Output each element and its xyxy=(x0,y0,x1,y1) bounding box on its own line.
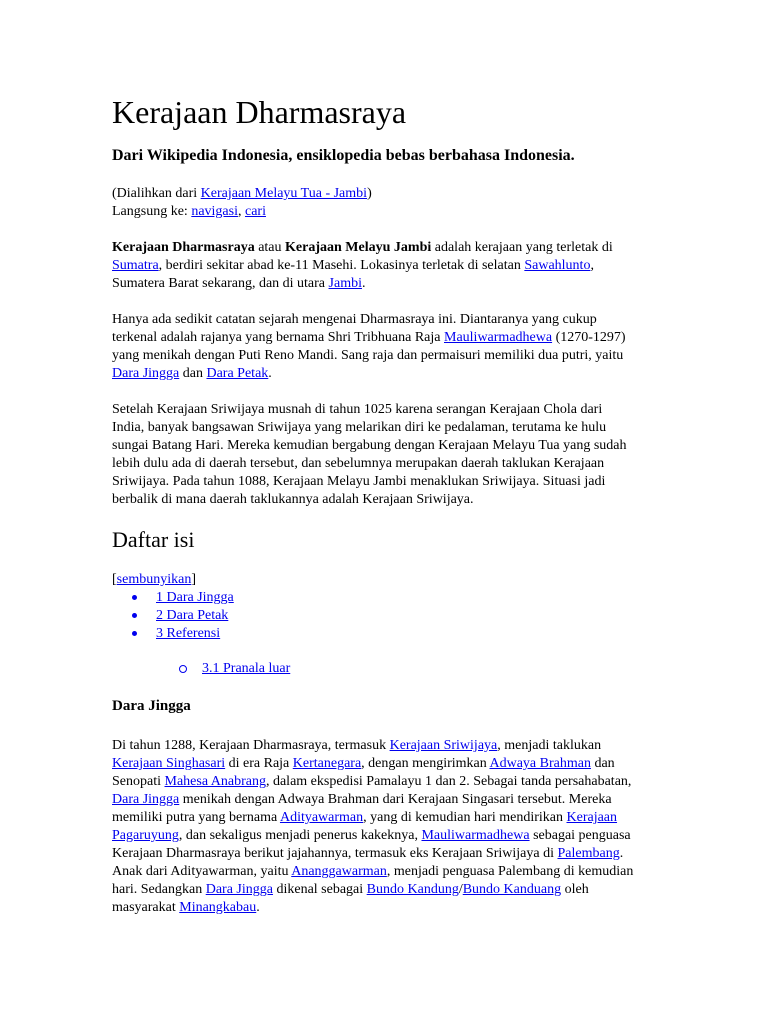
toc-heading: Daftar isi xyxy=(112,527,195,552)
circle-bullet-icon xyxy=(179,665,187,673)
jump-navigation-link[interactable]: navigasi xyxy=(191,204,238,219)
bullet-icon xyxy=(132,613,137,618)
link-kerajaan-pagaruyung[interactable]: Kerajaan Pagaruyung xyxy=(112,810,618,843)
link-mahesa-anabrang[interactable]: Mahesa Anabrang xyxy=(164,774,266,789)
jump-label: Langsung ke: xyxy=(112,204,192,219)
jump-search-link[interactable]: cari xyxy=(244,204,266,219)
link-minangkabau[interactable]: Minangkabau xyxy=(179,900,257,915)
section-heading-dara-jingga: Dara Jingga xyxy=(112,698,191,714)
bullet-icon xyxy=(132,595,137,600)
toc-subitem[interactable]: 3.1 Pranala luar xyxy=(202,660,290,678)
intro-paragraph: Kerajaan Dharmasraya atau Kerajaan Melayu Jambi adalah kerajaan yang terletak di Sumatra, berdiri sekitar abad ke-11 Masehi. Lokasinya terletak di selatan Sawahlunto, Sumatera Barat sekarang, dan di utara Jambi. xyxy=(112,240,613,291)
site-tagline: Dari Wikipedia Indonesia, ensiklopedia bebas berbahasa Indonesia. xyxy=(112,147,575,164)
link-adityawarman[interactable]: Adityawarman xyxy=(279,810,364,825)
link-kerajaan-sriwijaya[interactable]: Kerajaan Sriwijaya xyxy=(389,738,498,753)
link-palembang[interactable]: Palembang xyxy=(557,846,620,861)
link-sawahlunto[interactable]: Sawahlunto xyxy=(524,258,591,273)
link-kertanegara[interactable]: Kertanegara xyxy=(292,756,362,771)
page-title: Kerajaan Dharmasraya xyxy=(112,94,407,130)
dara-jingga-paragraph: Di tahun 1288, Kerajaan Dharmasraya, termasuk Kerajaan Sriwijaya, menjadi taklukan Kerajaan Singhasari di era Raja Kertanegara, dengan mengirimkan Adwaya Brahman dan Senopati Mahesa Anabrang, dalam ekspedisi Pamalayu 1 dan 2. Sebagai tanda persahabatan, Dara Jingga menikah dengan Adwaya Brahman dari Kerajaan Singasari tersebut. Mereka memiliki putra yang bernama Adityawarman, yang di kemudian hari mendirikan Kerajaan Pagaruyung, dan sekaligus menjadi penerus kakeknya, Mauliwarmadhewa sebagai penguasa Kerajaan Dharmasraya berikut jajahannya, termasuk eks Kerajaan Sriwijaya di Palembang. Anak dari Adityawarman, yaitu Ananggawarman, menjadi penguasa Palembang di kemudian hari. Sedangkan Dara Jingga dikenal sebagai Bundo Kandung/Bundo Kanduang oleh masyarakat Minangkabau. xyxy=(112,738,634,915)
toc-item[interactable]: 1 Dara Jingga xyxy=(156,589,234,607)
bullet-icon xyxy=(132,631,137,636)
link-dara-petak[interactable]: Dara Petak xyxy=(206,366,269,381)
toc-toggle: [sembunyikan] xyxy=(112,572,196,587)
toc-item[interactable]: 3 Referensi xyxy=(156,625,220,643)
link-bundo-kanduang[interactable]: Bundo Kanduang xyxy=(462,882,562,897)
link-bundo-kandung[interactable]: Bundo Kandung xyxy=(366,882,459,897)
toc-hide-link[interactable]: sembunyikan xyxy=(116,572,192,587)
link-jambi[interactable]: Jambi xyxy=(328,276,362,291)
link-sumatra[interactable]: Sumatra xyxy=(112,258,159,273)
link-mauliwarmadhewa-2[interactable]: Mauliwarmadhewa xyxy=(421,828,530,843)
link-adwaya-brahman[interactable]: Adwaya Brahman xyxy=(489,756,591,771)
redirect-source-link[interactable]: Kerajaan Melayu Tua - Jambi xyxy=(200,186,368,201)
link-kerajaan-singhasari[interactable]: Kerajaan Singhasari xyxy=(112,756,226,771)
redirect-notice: (Dialihkan dari Kerajaan Melayu Tua - Jambi) Langsung ke: navigasi, cari xyxy=(112,186,372,219)
sriwijaya-paragraph: Setelah Kerajaan Sriwijaya musnah di tahun 1025 karena serangan Kerajaan Chola dari India, banyak bangsawan Sriwijaya yang melarikan diri ke pedalaman, terutama ke hulu sungai Batang Hari. Mereka kemudian bergabung dengan Kerajaan Melayu Tua yang sudah lebih dulu ada di daerah tersebut, dan sebelumnya merupakan daerah taklukan Kerajaan Sriwijaya. Pada tahun 1088, Kerajaan Melayu Jambi menaklukan Sriwijaya. Situasi jadi berbalik di mana daerah taklukannya adalah Kerajaan Sriwijaya. xyxy=(112,402,627,507)
link-dara-jingga[interactable]: Dara Jingga xyxy=(112,366,180,381)
link-ananggawarman[interactable]: Ananggawarman xyxy=(291,864,387,879)
link-mauliwarmadhewa[interactable]: Mauliwarmadhewa xyxy=(444,330,553,345)
history-paragraph: Hanya ada sedikit catatan sejarah mengenai Dharmasraya ini. Diantaranya yang cukup terkenal adalah rajanya yang bernama Shri Tribhuana Raja Mauliwarmadhewa (1270-1297) yang menikah dengan Puti Reno Mandi. Sang raja dan permaisuri memiliki dua putri, yaitu Dara Jingga dan Dara Petak. xyxy=(112,312,626,381)
toc-item[interactable]: 2 Dara Petak xyxy=(156,607,228,625)
link-dara-jingga-3[interactable]: Dara Jingga xyxy=(205,882,273,897)
link-dara-jingga-2[interactable]: Dara Jingga xyxy=(112,792,180,807)
